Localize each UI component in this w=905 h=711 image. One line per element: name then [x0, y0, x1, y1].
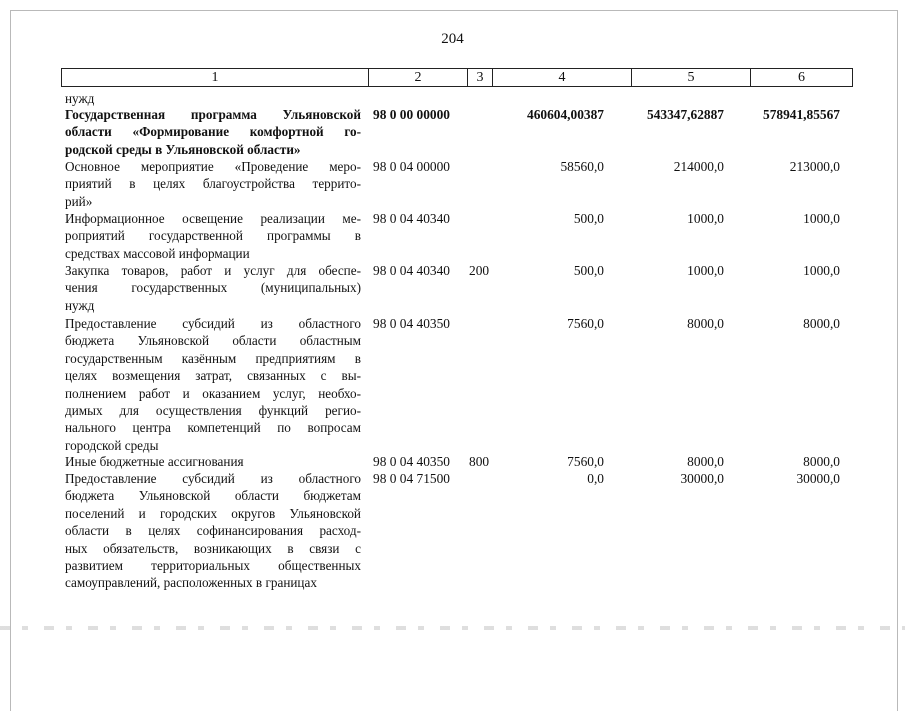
row-code: 98 0 04 40340 — [373, 211, 450, 226]
row-description — [65, 106, 361, 158]
header-col-2: 2 — [369, 69, 468, 86]
row-code: 98 0 04 71500 — [373, 471, 450, 486]
description-line: чения государственных (муниципальных) — [65, 280, 361, 296]
row-expense-type: 200 — [469, 263, 490, 278]
row-value-col6: 1000,0 — [803, 263, 840, 278]
row-value-col4: 500,0 — [573, 211, 604, 226]
row-value-col6: 213000,0 — [789, 159, 840, 174]
header-col-6: 6 — [798, 70, 805, 85]
row-value-col5: 1000,0 — [687, 263, 724, 278]
description-line: Государственная программа Ульяновской — [65, 107, 361, 122]
row-code: 98 0 04 40350 — [373, 454, 450, 469]
scan-artifact — [0, 626, 905, 630]
description-line: бюджета Ульяновской области бюджетам — [65, 488, 361, 504]
row-value-col4: 7560,0 — [567, 454, 604, 469]
row-value-col4: 0,0 — [587, 471, 604, 486]
description-line: Информационное освещение реализации ме- — [65, 211, 361, 226]
row-value-col6: 578941,85567 — [763, 107, 840, 122]
description-line: целях возмещения затрат, связанных с вы- — [65, 368, 361, 384]
row-value-col5: 214000,0 — [673, 159, 724, 174]
header-col-5: 5 — [632, 69, 751, 86]
row-value-col6: 8000,0 — [803, 316, 840, 331]
row-description — [65, 315, 361, 454]
description-line: средствах массовой информации — [65, 245, 250, 261]
row-code: 98 0 04 40350 — [373, 316, 450, 331]
description-line: приятий в целях благоустройства террито- — [65, 176, 361, 192]
header-col-4: 4 — [493, 69, 632, 86]
page-number: 204 — [441, 31, 464, 47]
row-value-col5: 8000,0 — [687, 454, 724, 469]
description-line: Закупка товаров, работ и услуг для обеспе- — [65, 263, 361, 278]
row-value-col5: 30000,0 — [680, 471, 724, 486]
row-description — [65, 210, 361, 262]
row-value-col6: 30000,0 — [796, 471, 840, 486]
row-code: 98 0 00 00000 — [373, 107, 450, 122]
description-line: Основное мероприятие «Проведение меро- — [65, 159, 361, 174]
row-description — [65, 470, 361, 592]
header-col-1: 1 — [62, 69, 369, 86]
description-line: роприятий государственной программы в — [65, 228, 361, 244]
description-line: Предоставление субсидий из областного — [65, 316, 361, 331]
row-value-col4: 7560,0 — [567, 316, 604, 331]
row-value-col6: 1000,0 — [803, 211, 840, 226]
description-line: нужд — [65, 297, 95, 313]
description-line: области в целях софинансирования расход- — [65, 523, 361, 539]
description-line: государственным казённым предприятиям в — [65, 350, 361, 366]
description-line: Предоставление субсидий из областного — [65, 471, 361, 486]
row-value-col5: 8000,0 — [687, 316, 724, 331]
row-value-col5: 543347,62887 — [647, 107, 724, 122]
row-description — [65, 262, 361, 314]
description-line: самоуправлений, расположенных в границах — [65, 575, 317, 591]
description-line: Иные бюджетные ассигнования — [65, 454, 244, 469]
row-code: 98 0 04 40340 — [373, 263, 450, 278]
description-line: развитием территориальных общественных — [65, 558, 361, 574]
description-line: димых для осуществления функций регио- — [65, 403, 361, 419]
row-description — [65, 90, 361, 107]
description-line: ных обязательств, возникающих в связи с — [65, 540, 361, 556]
description-line: рий» — [65, 193, 93, 209]
description-line: нального центра компетенций по вопросам — [65, 420, 361, 436]
row-value-col5: 1000,0 — [687, 211, 724, 226]
row-description — [65, 453, 361, 470]
description-line: области «Формирование комфортной го- — [65, 124, 361, 140]
row-value-col6: 8000,0 — [803, 454, 840, 469]
row-code: 98 0 04 00000 — [373, 159, 450, 174]
row-value-col4: 58560,0 — [560, 159, 604, 174]
row-description — [65, 158, 361, 210]
description-line: бюджета Ульяновской области областным — [65, 333, 361, 349]
description-line: полнением работ и оказанием услуг, необхо- — [65, 385, 361, 401]
row-expense-type: 800 — [469, 454, 490, 469]
row-value-col4: 500,0 — [573, 263, 604, 278]
description-line: нужд — [65, 91, 95, 106]
row-value-col4: 460604,00387 — [527, 107, 604, 122]
header-col-3: 3 — [468, 69, 493, 86]
description-line: родской среды в Ульяновской области» — [65, 141, 301, 157]
description-line: поселений и городских округов Ульяновской — [65, 505, 361, 521]
description-line: городской среды — [65, 437, 159, 453]
